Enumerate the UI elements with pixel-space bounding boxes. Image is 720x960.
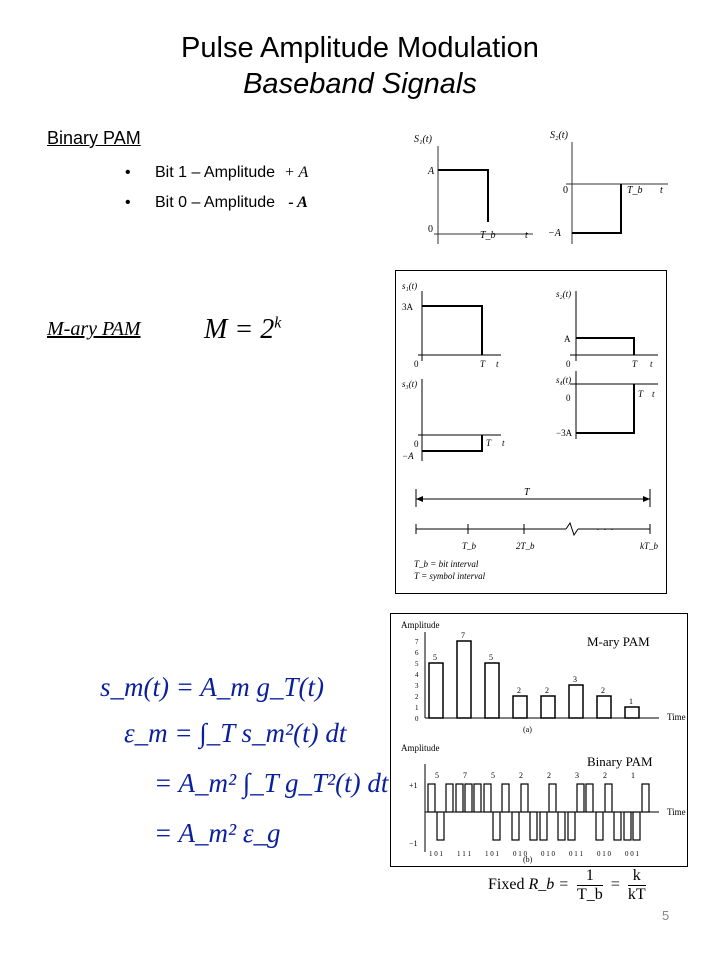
bullet-text: Bit 0 – Amplitude — [155, 194, 276, 211]
mary-s2-pulse — [576, 338, 634, 355]
binary-pam-heading: Binary PAM — [47, 128, 141, 148]
legend-bit-interval: T_b = bit interval — [414, 559, 479, 569]
s2-pulse — [572, 184, 621, 233]
bit-pulse — [465, 784, 472, 812]
s1-tb: T_b — [480, 230, 496, 241]
level-bar-label: 2 — [517, 686, 521, 695]
binary-symbol-label: 2 — [519, 771, 523, 780]
bit-pulse — [493, 812, 500, 840]
fixed-lhs: R_b = — [528, 876, 570, 894]
pam-levels-figure — [391, 614, 687, 866]
page-number: 5 — [662, 908, 670, 923]
bit-pulse — [428, 784, 435, 812]
bit-pulse — [633, 812, 640, 840]
equation-4: = A_m² ε_g — [154, 818, 281, 848]
mary-s4-T: T — [638, 389, 644, 399]
level-bar — [513, 696, 527, 718]
slide-title — [0, 30, 720, 102]
y-tick-label: 6 — [415, 649, 419, 657]
binary-bits-label: 1 0 1 — [485, 850, 499, 858]
mary-s4-pulse — [576, 384, 634, 433]
bit-pulse — [568, 812, 575, 840]
frac1-den: T_b — [577, 886, 603, 903]
mary-s2-T: T — [632, 359, 638, 369]
mary-s1-3a: 3A — [402, 302, 413, 312]
mary-waveforms — [396, 271, 666, 593]
binary-pulses — [428, 771, 649, 858]
bullet-dot-icon: • — [125, 164, 131, 181]
level-bar-label: 7 — [461, 631, 465, 640]
bit-pulse — [605, 784, 612, 812]
binary-bits-label: 0 1 0 — [597, 850, 611, 858]
level-bar-label: 2 — [545, 686, 549, 695]
bullet-math: + A — [283, 164, 309, 181]
s1-label: S₁(t) — [414, 134, 432, 145]
mary-s3-label: s₃(t) — [402, 379, 418, 389]
plus-one-label: +1 — [409, 781, 418, 790]
ellipsis: · · · — [596, 522, 614, 536]
binary-symbol-label: 2 — [547, 771, 551, 780]
bit-pulse — [530, 812, 537, 840]
bullet-math: - A — [288, 194, 308, 211]
bit-pulse — [540, 812, 547, 840]
bit-pulse — [549, 784, 556, 812]
caption-a: (a) — [523, 725, 532, 734]
s2-tb: T_b — [627, 185, 643, 196]
frac2-num: k — [628, 867, 646, 886]
bit-pulse — [502, 784, 509, 812]
mary-s3-pulse — [422, 435, 482, 451]
mary-s3-neg-a: −A — [402, 451, 414, 461]
bit-pulse — [558, 812, 565, 840]
frac2-den: kT — [627, 886, 646, 903]
bit-pulse — [614, 812, 621, 840]
level-bar-label: 3 — [573, 675, 577, 684]
s2-label: S₂(t) — [550, 130, 568, 141]
mary-s2-zero: 0 — [566, 359, 571, 369]
mary-pam-caption: M-ary PAM — [587, 634, 650, 649]
tick-2tb: 2T_b — [516, 541, 535, 551]
binary-symbol-label: 5 — [435, 771, 439, 780]
mary-s3-zero: 0 — [414, 439, 419, 449]
y-tick-label: 1 — [415, 704, 419, 712]
legend-symbol-interval: T = symbol interval — [414, 571, 486, 581]
levels-y-ticks — [415, 638, 419, 723]
equation-2: ε_m = ∫_T s_m²(t) dt — [124, 718, 347, 748]
m-formula-exp: k — [274, 314, 282, 332]
levels-time-label: Time — [667, 712, 686, 722]
level-bar — [597, 696, 611, 718]
mary-s1-zero: 0 — [414, 359, 419, 369]
mary-s4-zero: 0 — [566, 393, 571, 403]
s2-zero: 0 — [563, 185, 568, 196]
binary-symbol-label: 7 — [463, 771, 467, 780]
levels-amplitude-label: Amplitude — [401, 620, 440, 630]
bit-pulse — [474, 784, 481, 812]
level-bar — [569, 685, 583, 718]
s2-t: t — [660, 185, 663, 196]
mary-s2-a: A — [564, 334, 571, 344]
level-bar-label: 2 — [601, 686, 605, 695]
level-bar — [429, 663, 443, 718]
binary-bits-label: 0 0 1 — [625, 850, 639, 858]
title-line-1: Pulse Amplitude Modulation — [181, 32, 539, 64]
title-line-2: Baseband Signals — [243, 68, 477, 100]
mary-s1-T: T — [480, 359, 486, 369]
mary-s4-label: s₄(t) — [556, 375, 572, 385]
mary-s4-t: t — [652, 389, 655, 399]
bullet-text: Bit 1 – Amplitude — [155, 164, 276, 181]
binary-bits-label: 0 1 0 — [541, 850, 555, 858]
interval-T: T — [524, 487, 530, 498]
mary-s1-label: s₁(t) — [402, 281, 418, 291]
binary-pam-caption: Binary PAM — [587, 754, 653, 769]
pam-levels-box — [390, 613, 688, 867]
bit-pulse — [446, 784, 453, 812]
mary-s4-neg-3a: −3A — [556, 428, 573, 438]
bit-pulse — [642, 784, 649, 812]
caption-b: (b) — [523, 855, 533, 864]
m-formula-lhs: M = 2 — [204, 314, 275, 345]
m-formula — [204, 314, 281, 346]
frac1-num: 1 — [577, 867, 603, 886]
s1-pulse — [438, 170, 488, 222]
binary-time-label: Time — [667, 807, 686, 817]
s1-zero: 0 — [428, 224, 433, 235]
mary-s1-t: t — [496, 359, 499, 369]
mary-s2-label: s₂(t) — [556, 289, 572, 299]
level-bar-label: 5 — [489, 653, 493, 662]
bit-pulse — [596, 812, 603, 840]
s1-t: t — [525, 230, 528, 241]
minus-one-label: −1 — [409, 839, 418, 848]
binary-symbol-label: 3 — [575, 771, 579, 780]
mary-pam-label — [47, 318, 141, 341]
tick-tb: T_b — [462, 541, 477, 551]
mary-s2-t: t — [650, 359, 653, 369]
bit-pulse — [577, 784, 584, 812]
bit-pulse — [437, 812, 444, 840]
bullet-dot-icon: • — [125, 194, 131, 211]
mary-s1-pulse — [422, 306, 482, 355]
bit-pulse — [484, 784, 491, 812]
fixed-prefix: Fixed — [488, 876, 525, 894]
y-tick-label: 0 — [415, 715, 419, 723]
level-bar — [541, 696, 555, 718]
bit-pulse — [456, 784, 463, 812]
mary-pam-text: M-ary PAM — [47, 318, 141, 340]
equation-1: s_m(t) = A_m g_T(t) — [100, 672, 324, 702]
binary-bits-label: 0 1 1 — [569, 850, 583, 858]
fixed-rate-formula: Fixed R_b = $\frac{1}{T\_b}$ = $\frac{k}{kT}$ — [488, 867, 646, 903]
level-bar — [485, 663, 499, 718]
level-bar — [457, 641, 471, 718]
level-bar-label: 5 — [433, 653, 437, 662]
arrow-right-icon — [643, 496, 650, 502]
arrow-left-icon — [416, 496, 423, 502]
binary-symbol-label: 2 — [603, 771, 607, 780]
bit-pulse — [521, 784, 528, 812]
y-tick-label: 5 — [415, 660, 419, 668]
binary-bits-label: 1 1 1 — [457, 850, 471, 858]
bit-pulse — [624, 812, 631, 840]
s2-neg-amp: −A — [548, 228, 561, 239]
level-bar — [625, 707, 639, 718]
y-tick-label: 7 — [415, 638, 419, 646]
binary-pam-waveforms — [398, 126, 688, 251]
binary-symbol-label: 5 — [491, 771, 495, 780]
s1-amp-label: A — [428, 166, 435, 177]
mary-waveforms-box — [395, 270, 667, 594]
y-tick-label: 3 — [415, 682, 419, 690]
binary-symbol-label: 1 — [631, 771, 635, 780]
axis-break-icon — [566, 523, 578, 535]
mary-s3-T: T — [486, 438, 492, 448]
tick-ktb: kT_b — [640, 541, 658, 551]
bit-pulse — [512, 812, 519, 840]
binary-bits-label: 1 0 1 — [429, 850, 443, 858]
fraction-2 — [628, 867, 646, 904]
equation-3: = A_m² ∫_T g_T²(t) dt — [154, 768, 389, 798]
binary-amplitude-label: Amplitude — [401, 743, 440, 753]
fraction-1 — [577, 867, 603, 904]
y-tick-label: 4 — [415, 671, 419, 679]
y-tick-label: 2 — [415, 693, 419, 701]
level-bar-label: 1 — [629, 697, 633, 706]
mary-s3-t: t — [502, 438, 505, 448]
bit-pulse — [586, 784, 593, 812]
binary-bits-label: 0 1 0 — [513, 850, 527, 858]
